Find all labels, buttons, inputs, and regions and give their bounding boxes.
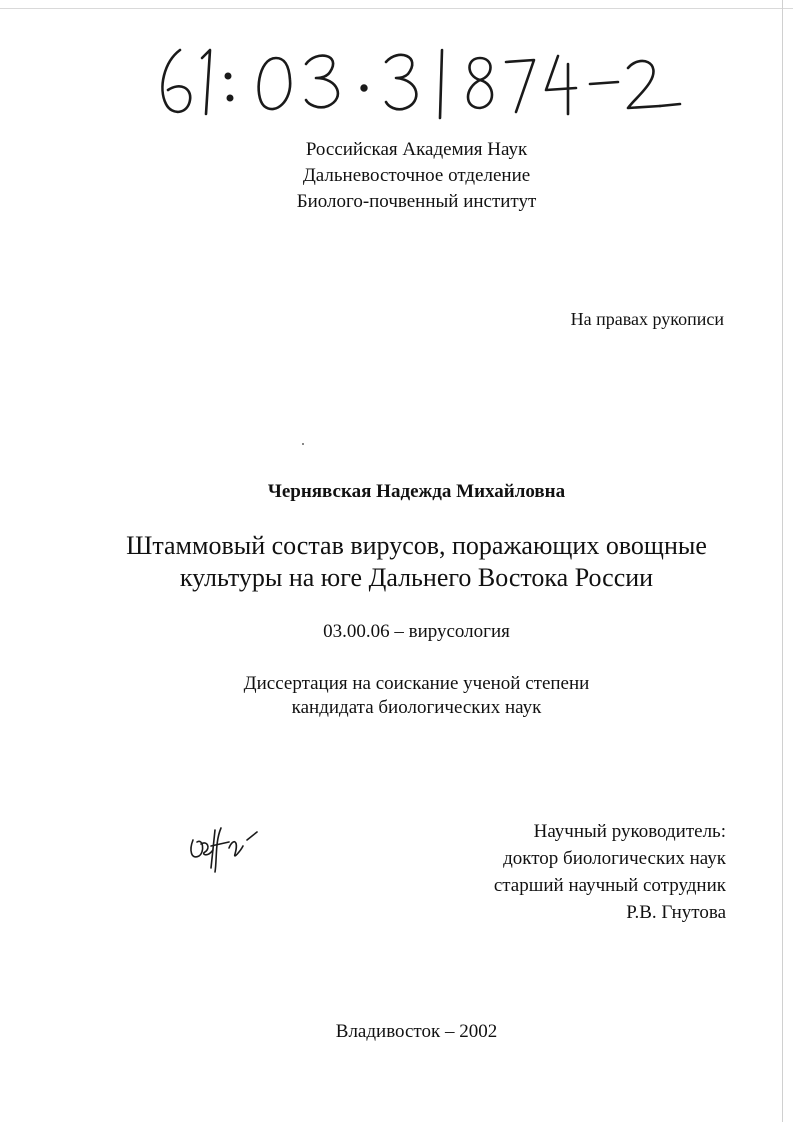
author-name: Чернявская Надежда Михайловна xyxy=(267,481,566,502)
specialty-code: 03.00.06 – вирусология xyxy=(323,621,510,642)
place-and-year: Владивосток – 2002 xyxy=(335,1021,498,1042)
supervisor-name: Р.В. Гнутова xyxy=(626,902,726,923)
manuscript-rights-note: На правах рукописи xyxy=(570,309,724,329)
degree-statement xyxy=(0,672,793,720)
title-line-2: культуры на юге Дальнего Востока России xyxy=(179,563,654,592)
scan-edge-top xyxy=(0,8,793,9)
institution-academy: Российская Академия Наук xyxy=(305,139,528,160)
dissertation-title xyxy=(0,530,793,594)
handwritten-signature xyxy=(185,820,265,875)
supervisor-position: старший научный сотрудник xyxy=(493,875,726,896)
title-line-1: Штаммовый состав вирусов, поражающих овощные xyxy=(126,531,707,560)
supervisor-heading: Научный руководитель: xyxy=(533,821,726,842)
degree-line-1: Диссертация на соискание ученой степени xyxy=(243,673,590,694)
institution-block xyxy=(0,137,793,215)
institution-institute: Биолого-почвенный институт xyxy=(296,191,537,212)
scan-speck xyxy=(302,443,304,445)
handwritten-catalogue-number xyxy=(150,28,690,123)
supervisor-block xyxy=(400,818,726,926)
supervisor-degree: доктор биологических наук xyxy=(503,848,726,869)
institution-branch: Дальневосточное отделение xyxy=(302,165,531,186)
degree-line-2: кандидата биологических наук xyxy=(291,697,542,718)
